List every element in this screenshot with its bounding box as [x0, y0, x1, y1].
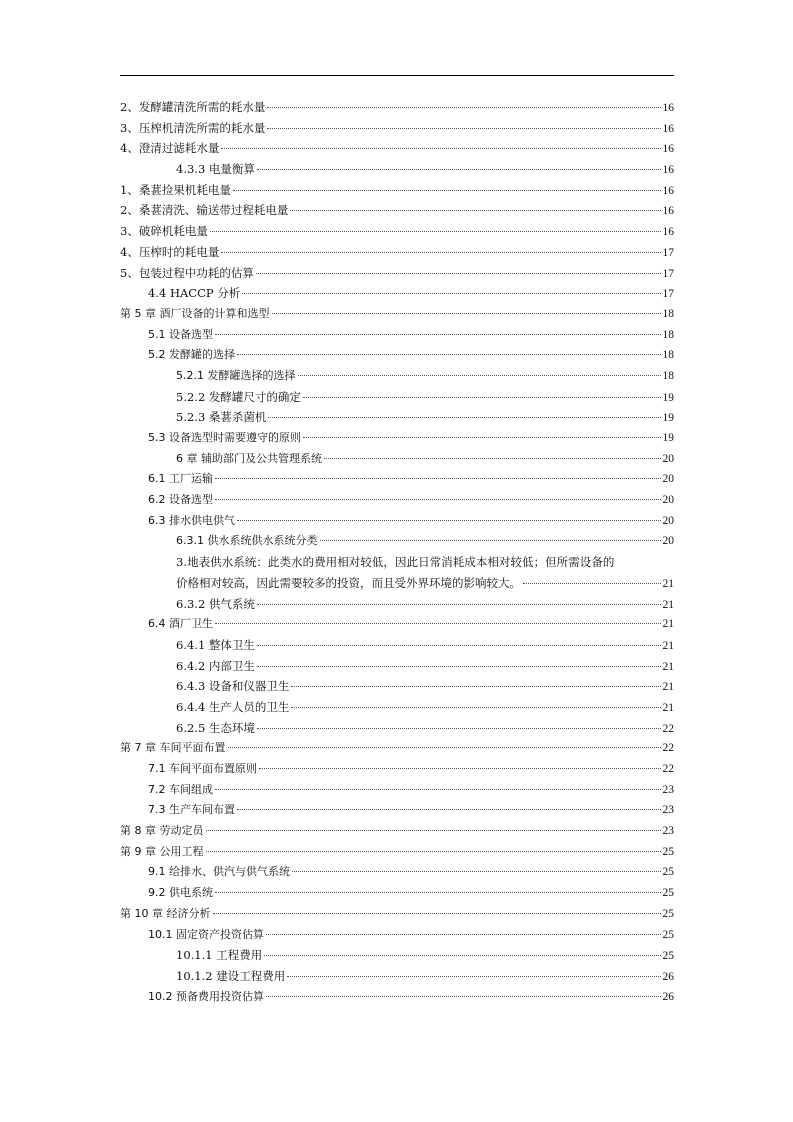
toc-entry-page: 20 [662, 473, 674, 486]
dot-leader [324, 458, 661, 459]
table-of-contents [120, 97, 674, 1007]
toc-entry[interactable] [120, 697, 674, 718]
dot-leader [298, 375, 661, 376]
toc-entry-page: 21 [662, 598, 674, 611]
toc-entry-page: 16 [662, 164, 674, 177]
toc-entry-page: 25 [662, 845, 674, 858]
toc-entry-title: 6.3.1 供水系统供水系统分类 [176, 534, 318, 548]
toc-entry[interactable] [120, 490, 674, 511]
toc-entry-title: 4、澄清过滤耗水量 [120, 141, 220, 156]
dot-leader [303, 397, 661, 398]
toc-entry[interactable] [120, 366, 674, 387]
toc-entry-page: 25 [662, 950, 674, 963]
toc-entry-title: 10.2 预备费用投资估算 [148, 989, 264, 1003]
dot-leader [259, 768, 661, 769]
toc-entry-title: 10.1 固定资产投资估算 [148, 927, 264, 941]
toc-entry-page: 23 [662, 804, 674, 817]
toc-entry-title: 6.4 酒厂卫生 [148, 617, 213, 631]
dot-leader [257, 728, 661, 729]
toc-entry-title: 6.4.1 整体卫生 [176, 637, 255, 652]
dot-leader [267, 107, 660, 108]
toc-entry[interactable] [120, 449, 674, 470]
toc-entry-title: 10.1.1 工程费用 [176, 948, 263, 963]
toc-entry-page: 22 [662, 763, 674, 775]
dot-leader [268, 417, 660, 418]
dot-leader [291, 707, 660, 708]
toc-entry[interactable] [120, 118, 674, 139]
toc-entry-page: 19 [662, 412, 674, 425]
toc-entry-page: 16 [662, 184, 674, 197]
toc-entry-title-continued: 价格相对较高，因此需要较多的投资，而且受外界环境的影响较大。 [176, 575, 521, 590]
toc-entry[interactable] [120, 531, 674, 552]
toc-entry[interactable] [120, 594, 674, 615]
dot-leader [257, 645, 661, 646]
toc-entry[interactable] [120, 552, 674, 593]
toc-entry-page: 22 [662, 722, 674, 735]
toc-entry-title: 9.2 供电系统 [148, 886, 213, 900]
toc-entry[interactable] [120, 283, 674, 304]
toc-entry-page: 23 [662, 783, 674, 796]
toc-entry[interactable] [120, 387, 674, 408]
dot-leader [215, 789, 661, 790]
toc-entry[interactable] [120, 428, 674, 449]
toc-entry[interactable] [120, 180, 674, 201]
toc-entry[interactable] [120, 718, 674, 739]
toc-entry-title: 3.地表供水系统：此类水的费用相对较低，因此日常消耗成本相对较低；但所需设备的 [176, 555, 615, 570]
toc-entry-page: 16 [662, 143, 674, 156]
toc-entry[interactable] [120, 242, 674, 263]
dot-leader [215, 478, 661, 479]
toc-entry-page: 18 [662, 349, 674, 362]
toc-entry-title: 6.3 排水供电供气 [148, 513, 235, 527]
toc-entry[interactable] [120, 345, 674, 366]
toc-entry-title: 6.4.2 内部卫生 [176, 658, 255, 673]
toc-entry[interactable] [120, 821, 674, 842]
toc-entry-page: 16 [662, 205, 674, 218]
toc-entry-page: 19 [662, 391, 674, 404]
dot-leader [215, 623, 661, 624]
toc-entry-title: 第 5 章 酒厂设备的计算和选型 [120, 306, 270, 320]
toc-entry[interactable] [120, 614, 674, 635]
toc-entry-page: 21 [662, 681, 674, 694]
toc-entry[interactable] [120, 159, 674, 180]
toc-entry-title: 6.2 设备选型 [148, 493, 213, 507]
dot-leader [237, 354, 661, 355]
toc-entry-title: 2、桑葚清洗、输送带过程耗电量 [120, 203, 289, 218]
toc-entry[interactable] [120, 221, 674, 242]
dot-leader [272, 313, 661, 314]
toc-entry[interactable] [120, 469, 674, 490]
toc-entry-title: 10.1.2 建设工程费用 [176, 968, 286, 983]
toc-entry-title: 3、压榨机清洗所需的耗水量 [120, 120, 266, 135]
toc-entry[interactable] [120, 200, 674, 221]
toc-entry[interactable] [120, 676, 674, 697]
toc-entry[interactable] [120, 325, 674, 346]
toc-entry-title: 7.2 车间组成 [148, 782, 213, 796]
toc-entry-title: 5.2 发酵罐的选择 [148, 348, 235, 362]
toc-entry-title: 第 10 章 经济分析 [120, 906, 211, 920]
toc-entry-title: 6.4.3 设备和仪器卫生 [176, 679, 290, 694]
toc-entry-page: 20 [662, 535, 674, 548]
dot-leader [257, 169, 661, 170]
toc-entry[interactable] [120, 904, 674, 925]
dot-leader [215, 892, 661, 893]
toc-entry-page: 17 [662, 267, 674, 280]
toc-entry-page: 21 [662, 701, 674, 714]
dot-leader [215, 334, 661, 335]
toc-entry[interactable] [120, 263, 674, 284]
toc-entry-page: 18 [662, 307, 674, 320]
toc-entry-title: 5.1 设备选型 [148, 327, 213, 341]
toc-entry[interactable] [120, 842, 674, 863]
toc-entry-page: 20 [662, 452, 674, 465]
dot-leader [266, 996, 661, 997]
toc-entry-page: 19 [662, 432, 674, 444]
dot-leader [256, 273, 661, 274]
dot-leader [221, 252, 660, 253]
dot-leader [257, 666, 661, 667]
toc-entry-page: 25 [662, 866, 674, 879]
toc-entry[interactable] [120, 511, 674, 532]
dot-leader [267, 128, 660, 129]
dot-leader [215, 499, 661, 500]
toc-entry[interactable] [120, 97, 674, 118]
dot-leader [292, 871, 661, 872]
toc-entry-page: 25 [662, 887, 674, 900]
toc-entry-page: 21 [662, 618, 674, 631]
dot-leader [206, 830, 661, 831]
dot-leader [233, 190, 661, 191]
toc-entry-title: 第 7 章 车间平面布置 [120, 741, 226, 755]
toc-entry[interactable] [120, 635, 674, 656]
dot-leader [210, 231, 661, 232]
toc-entry-page: 17 [662, 288, 674, 301]
toc-entry[interactable] [120, 656, 674, 677]
toc-entry-page: 18 [662, 328, 674, 341]
dot-leader [266, 934, 661, 935]
toc-entry-title: 1、桑葚捡果机耗电量 [120, 182, 231, 197]
toc-entry-title: 6.1 工厂运输 [148, 472, 213, 486]
toc-entry[interactable] [120, 800, 674, 821]
dot-leader [237, 809, 661, 810]
toc-entry[interactable] [120, 138, 674, 159]
toc-entry-title: 第 8 章 劳动定员 [120, 824, 204, 838]
toc-entry-title: 第 9 章 公用工程 [120, 844, 204, 858]
toc-entry-page: 26 [662, 970, 674, 983]
toc-entry[interactable] [120, 738, 674, 759]
toc-entry-title: 6.3.2 供气系统 [176, 596, 255, 611]
toc-entry-title: 5.2.1 发酵罐选择的选择 [176, 368, 296, 382]
dot-leader [257, 604, 661, 605]
dot-leader [290, 210, 660, 211]
dot-leader [264, 955, 660, 956]
toc-entry-title: 6.2.5 生态环境 [176, 720, 255, 735]
toc-entry-title: 7.1 车间平面布置原则 [148, 762, 257, 775]
dot-leader [242, 293, 660, 294]
toc-entry-title: 6.4.4 生产人员的卫生 [176, 699, 290, 714]
dot-leader [206, 851, 661, 852]
toc-entry-page: 22 [662, 742, 674, 755]
toc-entry-page: 16 [662, 122, 674, 135]
header-rule [120, 75, 674, 76]
toc-entry[interactable] [120, 945, 674, 966]
toc-entry-page: 25 [662, 928, 674, 941]
toc-entry-title: 9.1 给排水、供汽与供气系统 [148, 865, 290, 879]
toc-entry-page: 25 [662, 907, 674, 920]
dot-leader [213, 913, 661, 914]
dot-leader [287, 976, 660, 977]
toc-entry-title: 5、包装过程中功耗的估算 [120, 265, 254, 280]
toc-entry[interactable] [120, 759, 674, 780]
toc-entry-page: 18 [662, 369, 674, 382]
toc-entry[interactable] [120, 987, 674, 1008]
toc-entry-page: 23 [662, 825, 674, 838]
toc-entry-page: 21 [662, 577, 674, 590]
toc-entry-title: 2、发酵罐清洗所需的耗水量 [120, 100, 266, 114]
toc-entry-page: 26 [662, 990, 674, 1003]
dot-leader [221, 148, 660, 149]
toc-entry-title: 5.2.2 发酵罐尺寸的确定 [176, 389, 301, 404]
toc-entry-page: 20 [662, 494, 674, 507]
dot-leader [237, 520, 661, 521]
toc-entry-page: 21 [662, 660, 674, 673]
toc-entry-title: 3、破碎机耗电量 [120, 224, 208, 239]
dot-leader [291, 686, 660, 687]
toc-entry[interactable] [120, 883, 674, 904]
toc-entry-title: 5.3 设备选型时需要遵守的原则 [148, 431, 301, 444]
toc-entry-page: 17 [662, 246, 674, 259]
toc-entry[interactable] [120, 407, 674, 428]
dot-leader [303, 437, 661, 438]
toc-entry-page: 20 [662, 514, 674, 527]
toc-entry-page: 21 [662, 639, 674, 652]
toc-entry-title: 7.3 生产车间布置 [148, 803, 235, 817]
toc-entry-title: 4、压榨时的耗电量 [120, 244, 220, 259]
toc-entry-page: 16 [662, 102, 674, 114]
toc-entry-title: 6 章 辅助部门及公共管理系统 [176, 451, 322, 465]
toc-entry[interactable] [120, 862, 674, 883]
toc-entry[interactable] [120, 966, 674, 987]
toc-entry-title: 4.3.3 电量衡算 [176, 162, 255, 177]
toc-entry-title: 4.4 HACCP 分析 [148, 286, 241, 301]
dot-leader [320, 540, 661, 541]
dot-leader [228, 747, 661, 748]
toc-entry[interactable] [120, 925, 674, 946]
dot-leader [523, 583, 661, 584]
toc-entry[interactable] [120, 304, 674, 325]
toc-entry[interactable] [120, 780, 674, 801]
toc-entry-page: 16 [662, 226, 674, 239]
toc-entry-title: 5.2.3 桑葚杀菌机 [176, 410, 267, 425]
